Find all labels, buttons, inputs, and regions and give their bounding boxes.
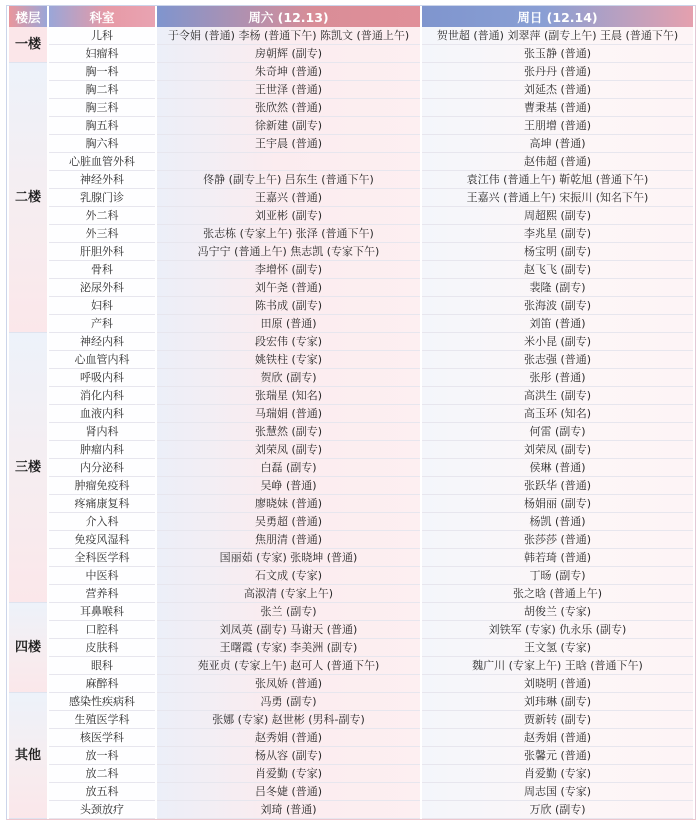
sunday-cell: 高坤 (普通) (422, 135, 693, 153)
table-row (9, 603, 693, 621)
sunday-cell: 张之晗 (普通上午) (422, 585, 693, 603)
sunday-cell: 袁江伟 (普通上午) 靳乾旭 (普通下午) (422, 171, 693, 189)
department-cell: 营养科 (49, 585, 155, 603)
sunday-cell: 丁旸 (副专) (422, 567, 693, 585)
schedule-table-container (6, 5, 696, 820)
header-saturday: 周六 (12.13) (157, 6, 420, 27)
sunday-cell: 赵飞飞 (副专) (422, 261, 693, 279)
sunday-cell: 张玉静 (普通) (422, 45, 693, 63)
schedule-table (7, 6, 695, 819)
department-cell: 放一科 (49, 747, 155, 765)
department-cell: 放二科 (49, 765, 155, 783)
sunday-cell: 张丹丹 (普通) (422, 63, 693, 81)
sunday-cell: 周志国 (专家) (422, 783, 693, 801)
department-cell: 心血管内科 (49, 351, 155, 369)
table-row (9, 387, 693, 405)
saturday-cell: 赵秀娟 (普通) (157, 729, 420, 747)
department-cell: 眼科 (49, 657, 155, 675)
saturday-cell: 姚铁柱 (专家) (157, 351, 420, 369)
sunday-cell: 肖爱勤 (专家) (422, 765, 693, 783)
department-cell: 胸三科 (49, 99, 155, 117)
sunday-cell: 魏广川 (专家上午) 王晗 (普通下午) (422, 657, 693, 675)
floor-label: 四楼 (9, 603, 47, 693)
saturday-cell: 高淑清 (专家上午) (157, 585, 420, 603)
saturday-cell: 张欣然 (普通) (157, 99, 420, 117)
table-row (9, 549, 693, 567)
sunday-cell: 张海波 (副专) (422, 297, 693, 315)
saturday-cell: 刘凤英 (副专) 马谢天 (普通) (157, 621, 420, 639)
department-cell: 麻醉科 (49, 675, 155, 693)
saturday-cell: 刘午尧 (普通) (157, 279, 420, 297)
table-row (9, 801, 693, 819)
floor-label: 一楼 (9, 27, 47, 63)
department-cell: 肿瘤免疫科 (49, 477, 155, 495)
saturday-cell: 冯宁宁 (普通上午) 焦志凯 (专家下午) (157, 243, 420, 261)
department-cell: 头颈放疗 (49, 801, 155, 819)
table-row (9, 675, 693, 693)
department-cell: 外二科 (49, 207, 155, 225)
department-cell: 血液内科 (49, 405, 155, 423)
table-row (9, 63, 693, 81)
department-cell: 皮肤科 (49, 639, 155, 657)
floor-label: 其他 (9, 693, 47, 819)
sunday-cell: 刘铁军 (专家) 仇永乐 (副专) (422, 621, 693, 639)
table-row (9, 333, 693, 351)
table-row (9, 711, 693, 729)
schedule-header (9, 6, 693, 27)
table-row (9, 81, 693, 99)
saturday-cell: 张娜 (专家) 赵世彬 (男科-副专) (157, 711, 420, 729)
department-cell: 放五科 (49, 783, 155, 801)
sunday-cell: 王文氢 (专家) (422, 639, 693, 657)
table-row (9, 27, 693, 45)
sunday-cell: 高洪生 (副专) (422, 387, 693, 405)
sunday-cell: 张彤 (普通) (422, 369, 693, 387)
table-row (9, 261, 693, 279)
saturday-cell: 王世泽 (普通) (157, 81, 420, 99)
sunday-cell: 张馨元 (普通) (422, 747, 693, 765)
table-row (9, 495, 693, 513)
department-cell: 核医学科 (49, 729, 155, 747)
department-cell: 外三科 (49, 225, 155, 243)
table-row (9, 477, 693, 495)
table-row (9, 567, 693, 585)
table-row (9, 513, 693, 531)
department-cell: 胸二科 (49, 81, 155, 99)
department-cell: 全科医学科 (49, 549, 155, 567)
department-cell: 介入科 (49, 513, 155, 531)
saturday-cell: 刘琦 (普通) (157, 801, 420, 819)
table-row (9, 135, 693, 153)
saturday-cell: 刘荣凤 (副专) (157, 441, 420, 459)
department-cell: 胸五科 (49, 117, 155, 135)
table-row (9, 747, 693, 765)
table-row (9, 639, 693, 657)
table-row (9, 117, 693, 135)
sunday-cell: 李兆星 (副专) (422, 225, 693, 243)
table-row (9, 765, 693, 783)
saturday-cell: 杨从容 (副专) (157, 747, 420, 765)
department-cell: 胸六科 (49, 135, 155, 153)
department-cell: 肾内科 (49, 423, 155, 441)
saturday-cell: 王曙霞 (专家) 李美洲 (副专) (157, 639, 420, 657)
sunday-cell: 刘晓明 (普通) (422, 675, 693, 693)
saturday-cell: 廖晓妹 (普通) (157, 495, 420, 513)
department-cell: 妇瘤科 (49, 45, 155, 63)
header-department: 科室 (49, 6, 155, 27)
department-cell: 神经内科 (49, 333, 155, 351)
saturday-cell: 冯勇 (副专) (157, 693, 420, 711)
saturday-cell: 刘亚彬 (副专) (157, 207, 420, 225)
saturday-cell: 张兰 (副专) (157, 603, 420, 621)
sunday-cell: 何雷 (副专) (422, 423, 693, 441)
saturday-cell: 苑亚贞 (专家上午) 赵可人 (普通下午) (157, 657, 420, 675)
sunday-cell: 刘延杰 (普通) (422, 81, 693, 99)
table-row (9, 207, 693, 225)
saturday-cell: 石文成 (专家) (157, 567, 420, 585)
sunday-cell: 赵伟超 (普通) (422, 153, 693, 171)
saturday-cell: 吴峥 (普通) (157, 477, 420, 495)
saturday-cell: 马瑞娟 (普通) (157, 405, 420, 423)
table-row (9, 657, 693, 675)
saturday-cell: 肖爱勤 (专家) (157, 765, 420, 783)
saturday-cell: 房朝辉 (副专) (157, 45, 420, 63)
table-row (9, 99, 693, 117)
table-row (9, 531, 693, 549)
saturday-cell: 李增怀 (副专) (157, 261, 420, 279)
sunday-cell: 杨凯 (普通) (422, 513, 693, 531)
department-cell: 心脏血管外科 (49, 153, 155, 171)
table-row (9, 243, 693, 261)
saturday-cell: 张慧然 (副专) (157, 423, 420, 441)
table-row (9, 189, 693, 207)
table-row (9, 45, 693, 63)
saturday-cell: 王嘉兴 (普通) (157, 189, 420, 207)
table-row (9, 783, 693, 801)
sunday-cell: 王嘉兴 (普通上午) 宋振川 (知名下午) (422, 189, 693, 207)
sunday-cell: 高玉环 (知名) (422, 405, 693, 423)
table-row (9, 171, 693, 189)
sunday-cell: 韩若琦 (普通) (422, 549, 693, 567)
header-row (9, 6, 693, 27)
sunday-cell: 杨宝明 (副专) (422, 243, 693, 261)
saturday-cell: 陈书成 (副专) (157, 297, 420, 315)
sunday-cell: 万欣 (副专) (422, 801, 693, 819)
table-row (9, 225, 693, 243)
saturday-cell: 段宏伟 (专家) (157, 333, 420, 351)
sunday-cell: 胡俊兰 (专家) (422, 603, 693, 621)
saturday-cell: 佟静 (副专上午) 吕东生 (普通下午) (157, 171, 420, 189)
header-floor: 楼层 (9, 6, 47, 27)
table-row (9, 153, 693, 171)
department-cell: 疼痛康复科 (49, 495, 155, 513)
sunday-cell: 刘笛 (普通) (422, 315, 693, 333)
table-row (9, 621, 693, 639)
department-cell: 骨科 (49, 261, 155, 279)
department-cell: 神经外科 (49, 171, 155, 189)
table-row (9, 729, 693, 747)
sunday-cell: 杨娟丽 (副专) (422, 495, 693, 513)
table-row (9, 315, 693, 333)
department-cell: 肿瘤内科 (49, 441, 155, 459)
saturday-cell: 国丽茹 (专家) 张晓坤 (普通) (157, 549, 420, 567)
table-row (9, 297, 693, 315)
saturday-cell: 于令娟 (普通) 李杨 (普通下午) 陈凯文 (普通上午) (157, 27, 420, 45)
header-sunday: 周日 (12.14) (422, 6, 693, 27)
table-row (9, 693, 693, 711)
sunday-cell: 贺世超 (普通) 刘翠萍 (副专上午) 王晨 (普通下午) (422, 27, 693, 45)
table-row (9, 279, 693, 297)
schedule-body (9, 27, 693, 819)
table-row (9, 441, 693, 459)
department-cell: 消化内科 (49, 387, 155, 405)
department-cell: 免疫风湿科 (49, 531, 155, 549)
department-cell: 呼吸内科 (49, 369, 155, 387)
saturday-cell (157, 153, 420, 171)
sunday-cell: 张跃华 (普通) (422, 477, 693, 495)
sunday-cell: 侯琳 (普通) (422, 459, 693, 477)
floor-label: 二楼 (9, 63, 47, 333)
saturday-cell: 张志栋 (专家上午) 张泽 (普通下午) (157, 225, 420, 243)
department-cell: 妇科 (49, 297, 155, 315)
saturday-cell: 王宇晨 (普通) (157, 135, 420, 153)
department-cell: 泌尿外科 (49, 279, 155, 297)
saturday-cell: 田原 (普通) (157, 315, 420, 333)
table-row (9, 369, 693, 387)
sunday-cell: 米小昆 (副专) (422, 333, 693, 351)
department-cell: 中医科 (49, 567, 155, 585)
saturday-cell: 徐新建 (副专) (157, 117, 420, 135)
saturday-cell: 吴勇超 (普通) (157, 513, 420, 531)
sunday-cell: 刘荣凤 (副专) (422, 441, 693, 459)
saturday-cell: 朱奇坤 (普通) (157, 63, 420, 81)
sunday-cell: 贾新转 (副专) (422, 711, 693, 729)
department-cell: 生殖医学科 (49, 711, 155, 729)
saturday-cell: 白磊 (副专) (157, 459, 420, 477)
department-cell: 感染性疾病科 (49, 693, 155, 711)
department-cell: 胸一科 (49, 63, 155, 81)
sunday-cell: 张志强 (普通) (422, 351, 693, 369)
sunday-cell: 曹秉基 (普通) (422, 99, 693, 117)
table-row (9, 405, 693, 423)
sunday-cell: 赵秀娟 (普通) (422, 729, 693, 747)
sunday-cell: 刘玮琳 (副专) (422, 693, 693, 711)
department-cell: 口腔科 (49, 621, 155, 639)
saturday-cell: 张瑞星 (知名) (157, 387, 420, 405)
sunday-cell: 周超熙 (副专) (422, 207, 693, 225)
sunday-cell: 张莎莎 (普通) (422, 531, 693, 549)
table-row (9, 459, 693, 477)
floor-label: 三楼 (9, 333, 47, 603)
department-cell: 乳腺门诊 (49, 189, 155, 207)
saturday-cell: 吕冬婕 (普通) (157, 783, 420, 801)
sunday-cell: 王朋增 (普通) (422, 117, 693, 135)
table-row (9, 585, 693, 603)
saturday-cell: 焦朋清 (普通) (157, 531, 420, 549)
sunday-cell: 裴隆 (副专) (422, 279, 693, 297)
saturday-cell: 张凤娇 (普通) (157, 675, 420, 693)
saturday-cell: 贺欣 (副专) (157, 369, 420, 387)
department-cell: 肝胆外科 (49, 243, 155, 261)
department-cell: 产科 (49, 315, 155, 333)
department-cell: 内分泌科 (49, 459, 155, 477)
department-cell: 耳鼻喉科 (49, 603, 155, 621)
department-cell: 儿科 (49, 27, 155, 45)
table-row (9, 351, 693, 369)
table-row (9, 423, 693, 441)
